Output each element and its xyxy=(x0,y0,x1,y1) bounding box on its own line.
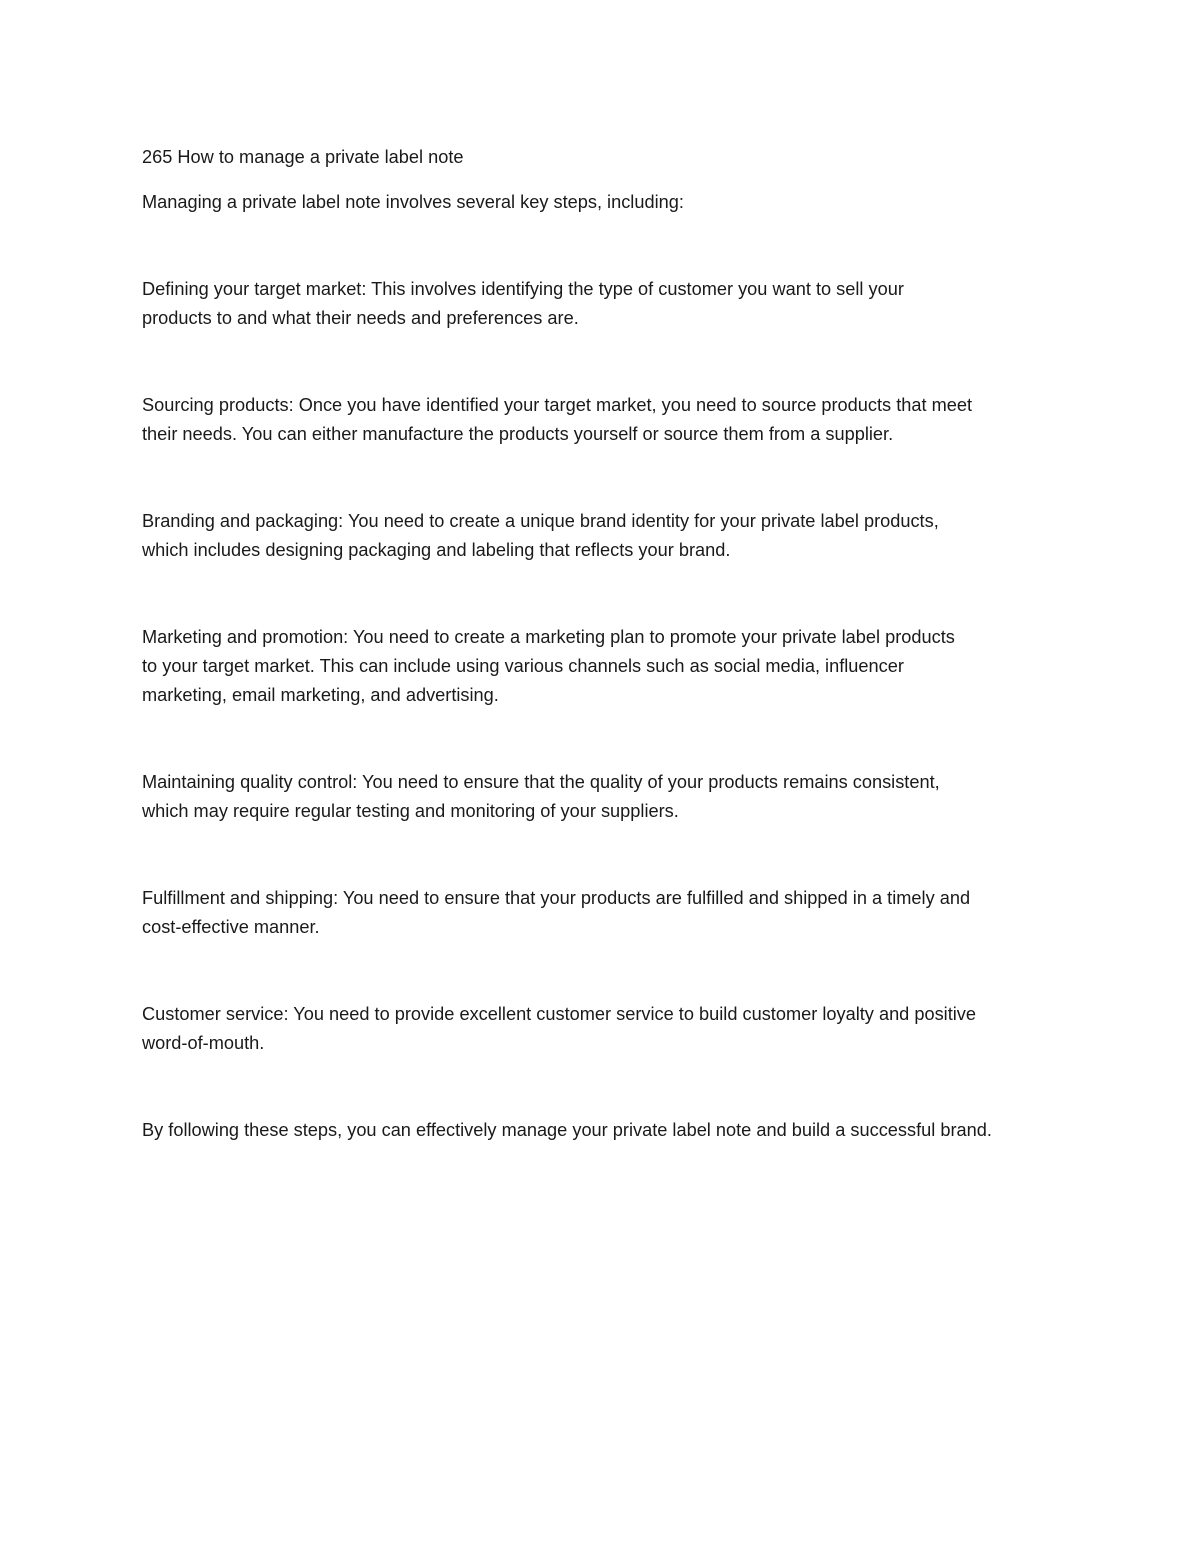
document-body xyxy=(142,143,1072,1145)
closing-paragraph: By following these steps, you can effectively manage your private label note and build a successful brand. xyxy=(142,1120,992,1140)
step-target-market: Defining your target market: This involves identifying the type of customer you want to sell your products to and what their needs and preferences are. xyxy=(142,279,904,328)
step-fulfillment-shipping: Fulfillment and shipping: You need to ensure that your products are fulfilled and shipped in a timely and cost-effective manner. xyxy=(142,888,971,937)
step-customer-service: Customer service: You need to provide excellent customer service to build customer loyalty and positive word-of-mouth. xyxy=(142,1004,977,1053)
step-branding-packaging: Branding and packaging: You need to create a unique brand identity for your private label products, which includes designing packaging and labeling that reflects your brand. xyxy=(142,511,939,560)
step-marketing-promotion: Marketing and promotion: You need to create a marketing plan to promote your private label products to your target market. This can include using various channels such as social media, influencer marketing, email marketing, and advertising. xyxy=(142,627,955,705)
intro-paragraph: Managing a private label note involves several key steps, including: xyxy=(142,192,684,212)
step-sourcing-products: Sourcing products: Once you have identified your target market, you need to source products that meet their needs. You can either manufacture the products yourself or source them from a supplier. xyxy=(142,395,973,444)
document-title: 265 How to manage a private label note xyxy=(142,147,464,167)
step-quality-control: Maintaining quality control: You need to ensure that the quality of your products remains consistent, which may require regular testing and monitoring of your suppliers. xyxy=(142,772,940,821)
